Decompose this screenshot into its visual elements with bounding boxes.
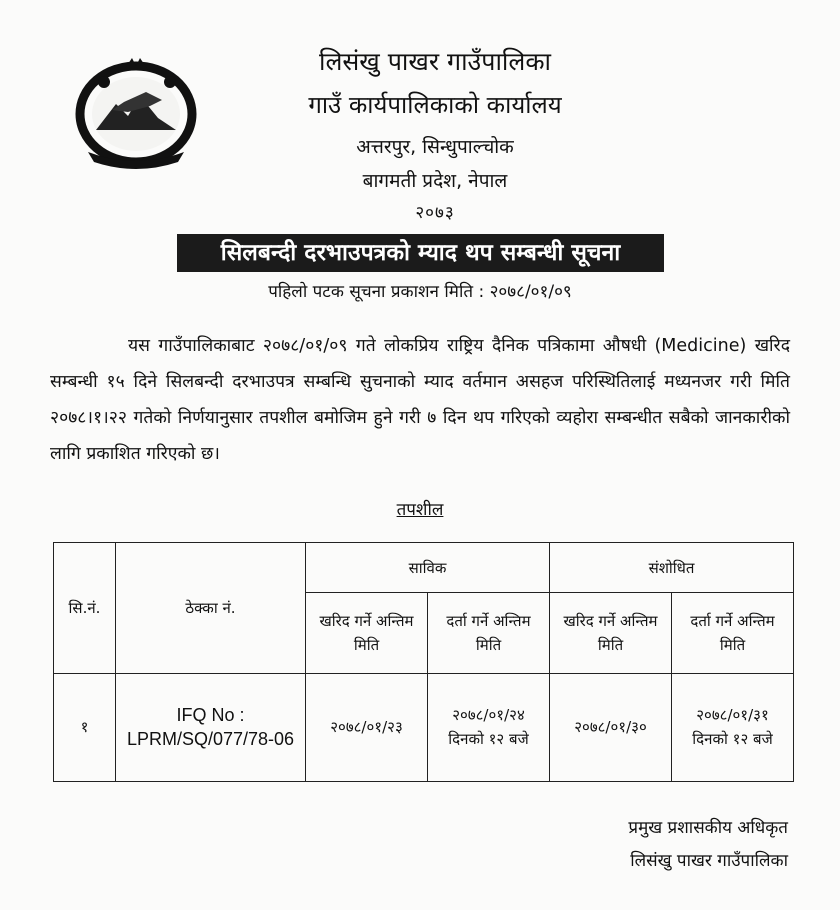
executive-office: गाउँ कार्यपालिकाको कार्यालय <box>308 91 562 119</box>
cell-contract-no: IFQ No : LPRM/SQ/077/78-06 <box>116 673 306 781</box>
header-contract-no: ठेक्का नं. <box>116 543 306 674</box>
header-prev-registration: दर्ता गर्ने अन्तिम मिति <box>428 593 550 673</box>
table-row <box>54 673 794 781</box>
office-name: लिसंखु पाखर गाउँपालिका <box>318 47 552 76</box>
first-publication-date: पहिलो पटक सूचना प्रकाशन मिति : २०७८/०१/०९ <box>268 282 572 302</box>
nepal-emblem-icon <box>66 52 206 172</box>
cell-prev-registration <box>428 673 550 781</box>
cell-prev-purchase: २०७८/०१/२३ <box>306 673 428 781</box>
cell-rev-registration <box>672 673 794 781</box>
schedule-table <box>53 542 794 782</box>
cell-prev-registration-time: दिनको १२ बजे <box>448 730 529 749</box>
header-previous: साविक <box>306 543 550 593</box>
signatory-designation: प्रमुख प्रशासकीय अधिकृत <box>628 818 788 838</box>
notice-body: यस गाउँपालिकाबाट २०७८/०१/०९ गते लोकप्रिय राष्ट्रिय दैनिक पत्रिकामा औषधी (Medicine) खरिद सम्बन्धी १५ दिने सिलबन्दी दरभाउपत्र सम्बन्धि सुचनाको म्याद वर्तमान असहज परिस्थितिलाई मध्यनजर गरी मिति २०७८।१।२२ गतेको निर्णयानुसार तपशील बमोजिम हुने गरी ७ दिन थप गरिएको व्यहोरा सम्बन्धीत सबैको जानकारीको लागि प्रकाशित गरिएको छ। <box>50 336 790 464</box>
header-rev-registration: दर्ता गर्ने अन्तिम मिति <box>672 593 794 673</box>
header-revised: संशोधित <box>550 543 794 593</box>
address: अत्तरपुर, सिन्धुपाल्चोक <box>356 136 514 158</box>
cell-prev-registration-date: २०७८/०१/२४ <box>452 706 525 725</box>
schedule-heading: तपशील <box>396 500 444 520</box>
signatory-office: लिसंखु पाखर गाउँपालिका <box>630 851 788 871</box>
cell-sn: १ <box>54 673 116 781</box>
province: बागमती प्रदेश, नेपाल <box>362 170 508 192</box>
year: २०७३ <box>415 203 455 223</box>
header-rev-purchase: खरिद गर्ने अन्तिम मिति <box>550 593 672 673</box>
cell-rev-registration-time: दिनको १२ बजे <box>692 730 773 749</box>
notice-title: सिलबन्दी दरभाउपत्रको म्याद थप सम्बन्धी सूचना <box>177 234 664 272</box>
cell-rev-purchase: २०७८/०१/३० <box>550 673 672 781</box>
header-sn: सि.नं. <box>54 543 116 674</box>
cell-rev-registration-date: २०७८/०१/३१ <box>696 706 769 725</box>
header-prev-purchase: खरिद गर्ने अन्तिम मिति <box>306 593 428 673</box>
